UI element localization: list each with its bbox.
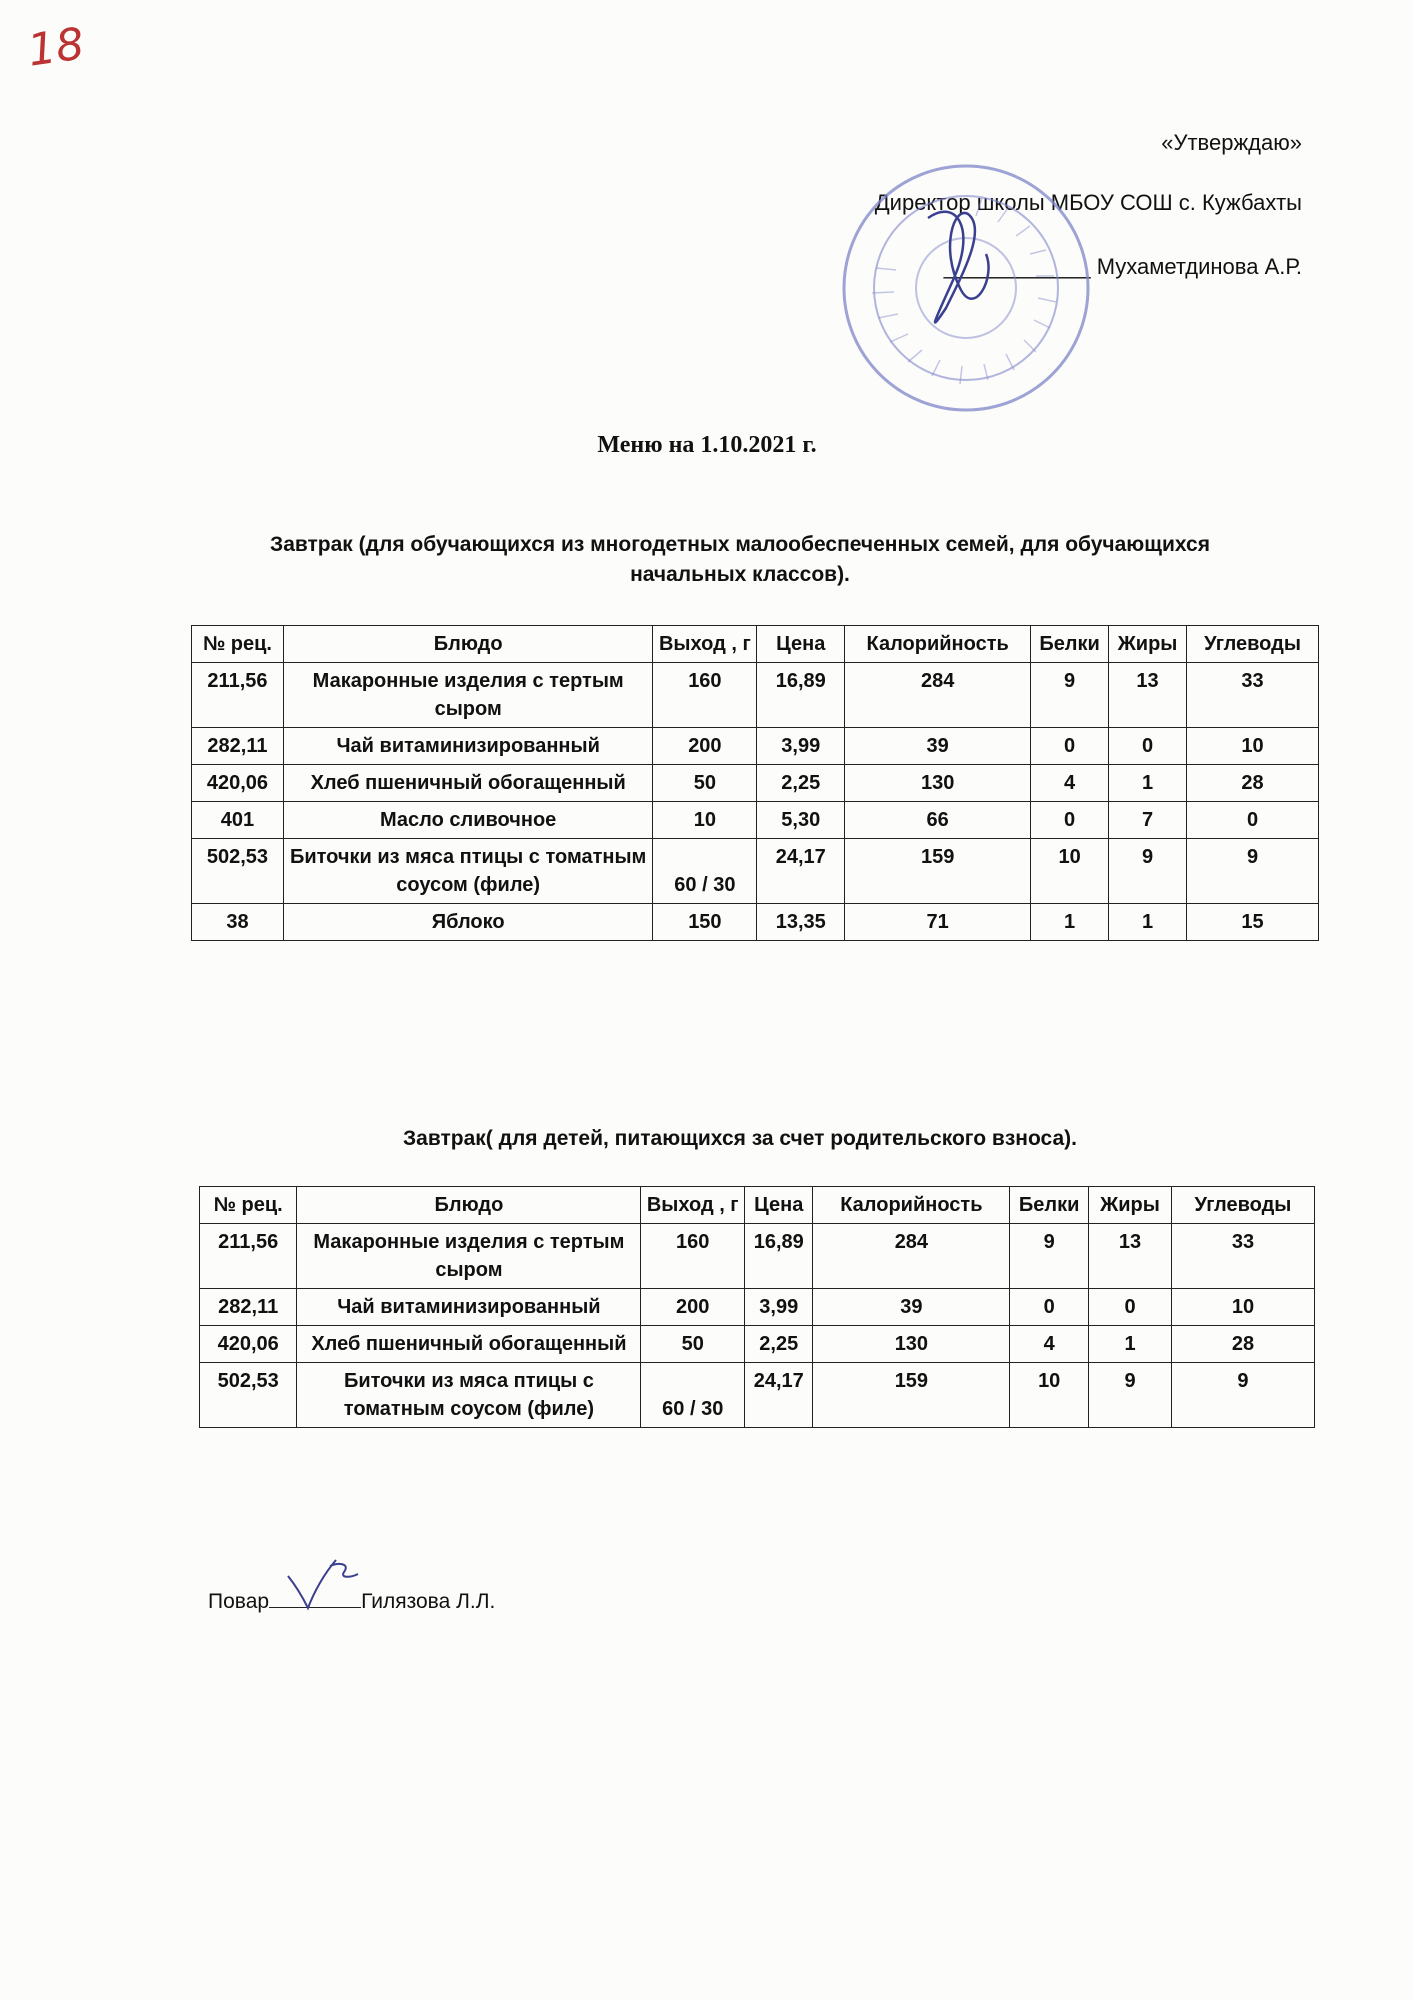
- cell: 39: [845, 728, 1031, 765]
- cell: 401: [192, 802, 284, 839]
- cell: 50: [653, 765, 757, 802]
- cell: Биточки из мяса птицы с томатным соусом (филе): [297, 1363, 641, 1428]
- cell: 9: [1109, 839, 1187, 904]
- header-cell: № рец.: [200, 1187, 297, 1224]
- cell: 0: [1109, 728, 1187, 765]
- approval-label: «Утверждаю»: [1161, 130, 1302, 155]
- table-header-row: [200, 1187, 1315, 1224]
- cell: 13,35: [757, 904, 845, 941]
- cell: 9: [1010, 1224, 1089, 1289]
- cook-signature-scribble: [284, 1556, 364, 1612]
- handwritten-page-number: 18: [24, 18, 88, 77]
- cell: 13: [1109, 663, 1187, 728]
- cell: 284: [813, 1224, 1010, 1289]
- menu-table-2: [199, 1186, 1315, 1428]
- cell: 1: [1109, 904, 1187, 941]
- header-cell: Блюдо: [283, 626, 653, 663]
- cell: 0: [1089, 1289, 1172, 1326]
- table-row: [200, 1326, 1315, 1363]
- cell: 282,11: [200, 1289, 297, 1326]
- cell: 28: [1171, 1326, 1314, 1363]
- cell: 502,53: [192, 839, 284, 904]
- cell: 1: [1089, 1326, 1172, 1363]
- cell: 282,11: [192, 728, 284, 765]
- header-cell: Калорийность: [845, 626, 1031, 663]
- cell: 3,99: [757, 728, 845, 765]
- cell: 0: [1187, 802, 1319, 839]
- cell: 4: [1031, 765, 1109, 802]
- cell: Яблоко: [283, 904, 653, 941]
- cell: 160: [641, 1224, 745, 1289]
- cell: 71: [845, 904, 1031, 941]
- cell: 2,25: [757, 765, 845, 802]
- header-cell: Жиры: [1109, 626, 1187, 663]
- cell: Хлеб пшеничный обогащенный: [297, 1326, 641, 1363]
- signature-line: ____________: [943, 254, 1091, 279]
- header-cell: Цена: [745, 1187, 813, 1224]
- header-cell: Белки: [1031, 626, 1109, 663]
- header-cell: Углеводы: [1187, 626, 1319, 663]
- cell: 420,06: [200, 1326, 297, 1363]
- cell: 33: [1171, 1224, 1314, 1289]
- header-cell: Калорийность: [813, 1187, 1010, 1224]
- cell: 7: [1109, 802, 1187, 839]
- cell: 2,25: [745, 1326, 813, 1363]
- cell: Чай витаминизированный: [283, 728, 653, 765]
- cell: 284: [845, 663, 1031, 728]
- approval-position: Директор школы МБОУ СОШ с. Кужбахты: [874, 190, 1302, 215]
- cell: Макаронные изделия с тертым сыром: [283, 663, 653, 728]
- cook-name: Гилязова Л.Л.: [361, 1590, 496, 1613]
- header-cell: Выход , г: [653, 626, 757, 663]
- cell: 10: [1010, 1363, 1089, 1428]
- table-row: [200, 1363, 1315, 1428]
- cell: Чай витаминизированный: [297, 1289, 641, 1326]
- section1-title-line1: Завтрак (для обучающихся из многодетных малообеспеченных семей, для обучающихся: [270, 533, 1210, 556]
- school-stamp: [836, 158, 1096, 418]
- cell: 211,56: [200, 1224, 297, 1289]
- cell: 502,53: [200, 1363, 297, 1428]
- cell: 200: [653, 728, 757, 765]
- table-row: [192, 728, 1319, 765]
- cell: Масло сливочное: [283, 802, 653, 839]
- cell: 9: [1187, 839, 1319, 904]
- cell: 38: [192, 904, 284, 941]
- cell: 28: [1187, 765, 1319, 802]
- cell: 60 / 30: [641, 1363, 745, 1428]
- cell: 211,56: [192, 663, 284, 728]
- cell: 9: [1031, 663, 1109, 728]
- cell: 50: [641, 1326, 745, 1363]
- cell: 24,17: [757, 839, 845, 904]
- cell: Биточки из мяса птицы с томатным соусом (филе): [283, 839, 653, 904]
- table-row: [192, 839, 1319, 904]
- header-cell: Выход , г: [641, 1187, 745, 1224]
- menu-title: Меню на 1.10.2021 г.: [597, 432, 817, 458]
- header-cell: Углеводы: [1171, 1187, 1314, 1224]
- cell: 1: [1031, 904, 1109, 941]
- cell: 1: [1109, 765, 1187, 802]
- header-cell: № рец.: [192, 626, 284, 663]
- cell: 13: [1089, 1224, 1172, 1289]
- cell: 33: [1187, 663, 1319, 728]
- cell: 60 / 30: [653, 839, 757, 904]
- director-name: Мухаметдинова А.Р.: [1096, 254, 1302, 279]
- cell: 16,89: [757, 663, 845, 728]
- cell: 160: [653, 663, 757, 728]
- cell: 9: [1089, 1363, 1172, 1428]
- cell: 0: [1031, 802, 1109, 839]
- cell: 200: [641, 1289, 745, 1326]
- cell: 0: [1010, 1289, 1089, 1326]
- table-row: [192, 663, 1319, 728]
- cell: 9: [1171, 1363, 1314, 1428]
- cell: 10: [653, 802, 757, 839]
- cell: 150: [653, 904, 757, 941]
- cell: 0: [1031, 728, 1109, 765]
- cell: 10: [1171, 1289, 1314, 1326]
- header-cell: Цена: [757, 626, 845, 663]
- table-row: [192, 765, 1319, 802]
- header-cell: Блюдо: [297, 1187, 641, 1224]
- cell: 3,99: [745, 1289, 813, 1326]
- cell: 24,17: [745, 1363, 813, 1428]
- cell: 159: [813, 1363, 1010, 1428]
- cell: 39: [813, 1289, 1010, 1326]
- table-row: [192, 802, 1319, 839]
- section1-title-line2: начальных классов).: [630, 563, 850, 586]
- section1-title: [200, 530, 1280, 590]
- cell: 15: [1187, 904, 1319, 941]
- cook-label: Повар: [208, 1590, 270, 1613]
- cell: 159: [845, 839, 1031, 904]
- cell: 4: [1010, 1326, 1089, 1363]
- cell: 10: [1187, 728, 1319, 765]
- table-row: [200, 1224, 1315, 1289]
- table-row: [192, 904, 1319, 941]
- cell: 130: [845, 765, 1031, 802]
- cell: 16,89: [745, 1224, 813, 1289]
- header-cell: Белки: [1010, 1187, 1089, 1224]
- cell: Макаронные изделия с тертым сыром: [297, 1224, 641, 1289]
- table-header-row: [192, 626, 1319, 663]
- cell: 420,06: [192, 765, 284, 802]
- section2-title: Завтрак( для детей, питающихся за счет родительского взноса).: [403, 1127, 1077, 1150]
- menu-table-1: [191, 625, 1319, 941]
- cell: 5,30: [757, 802, 845, 839]
- cell: 10: [1031, 839, 1109, 904]
- cell: 130: [813, 1326, 1010, 1363]
- cell: Хлеб пшеничный обогащенный: [283, 765, 653, 802]
- header-cell: Жиры: [1089, 1187, 1172, 1224]
- table-row: [200, 1289, 1315, 1326]
- cell: 66: [845, 802, 1031, 839]
